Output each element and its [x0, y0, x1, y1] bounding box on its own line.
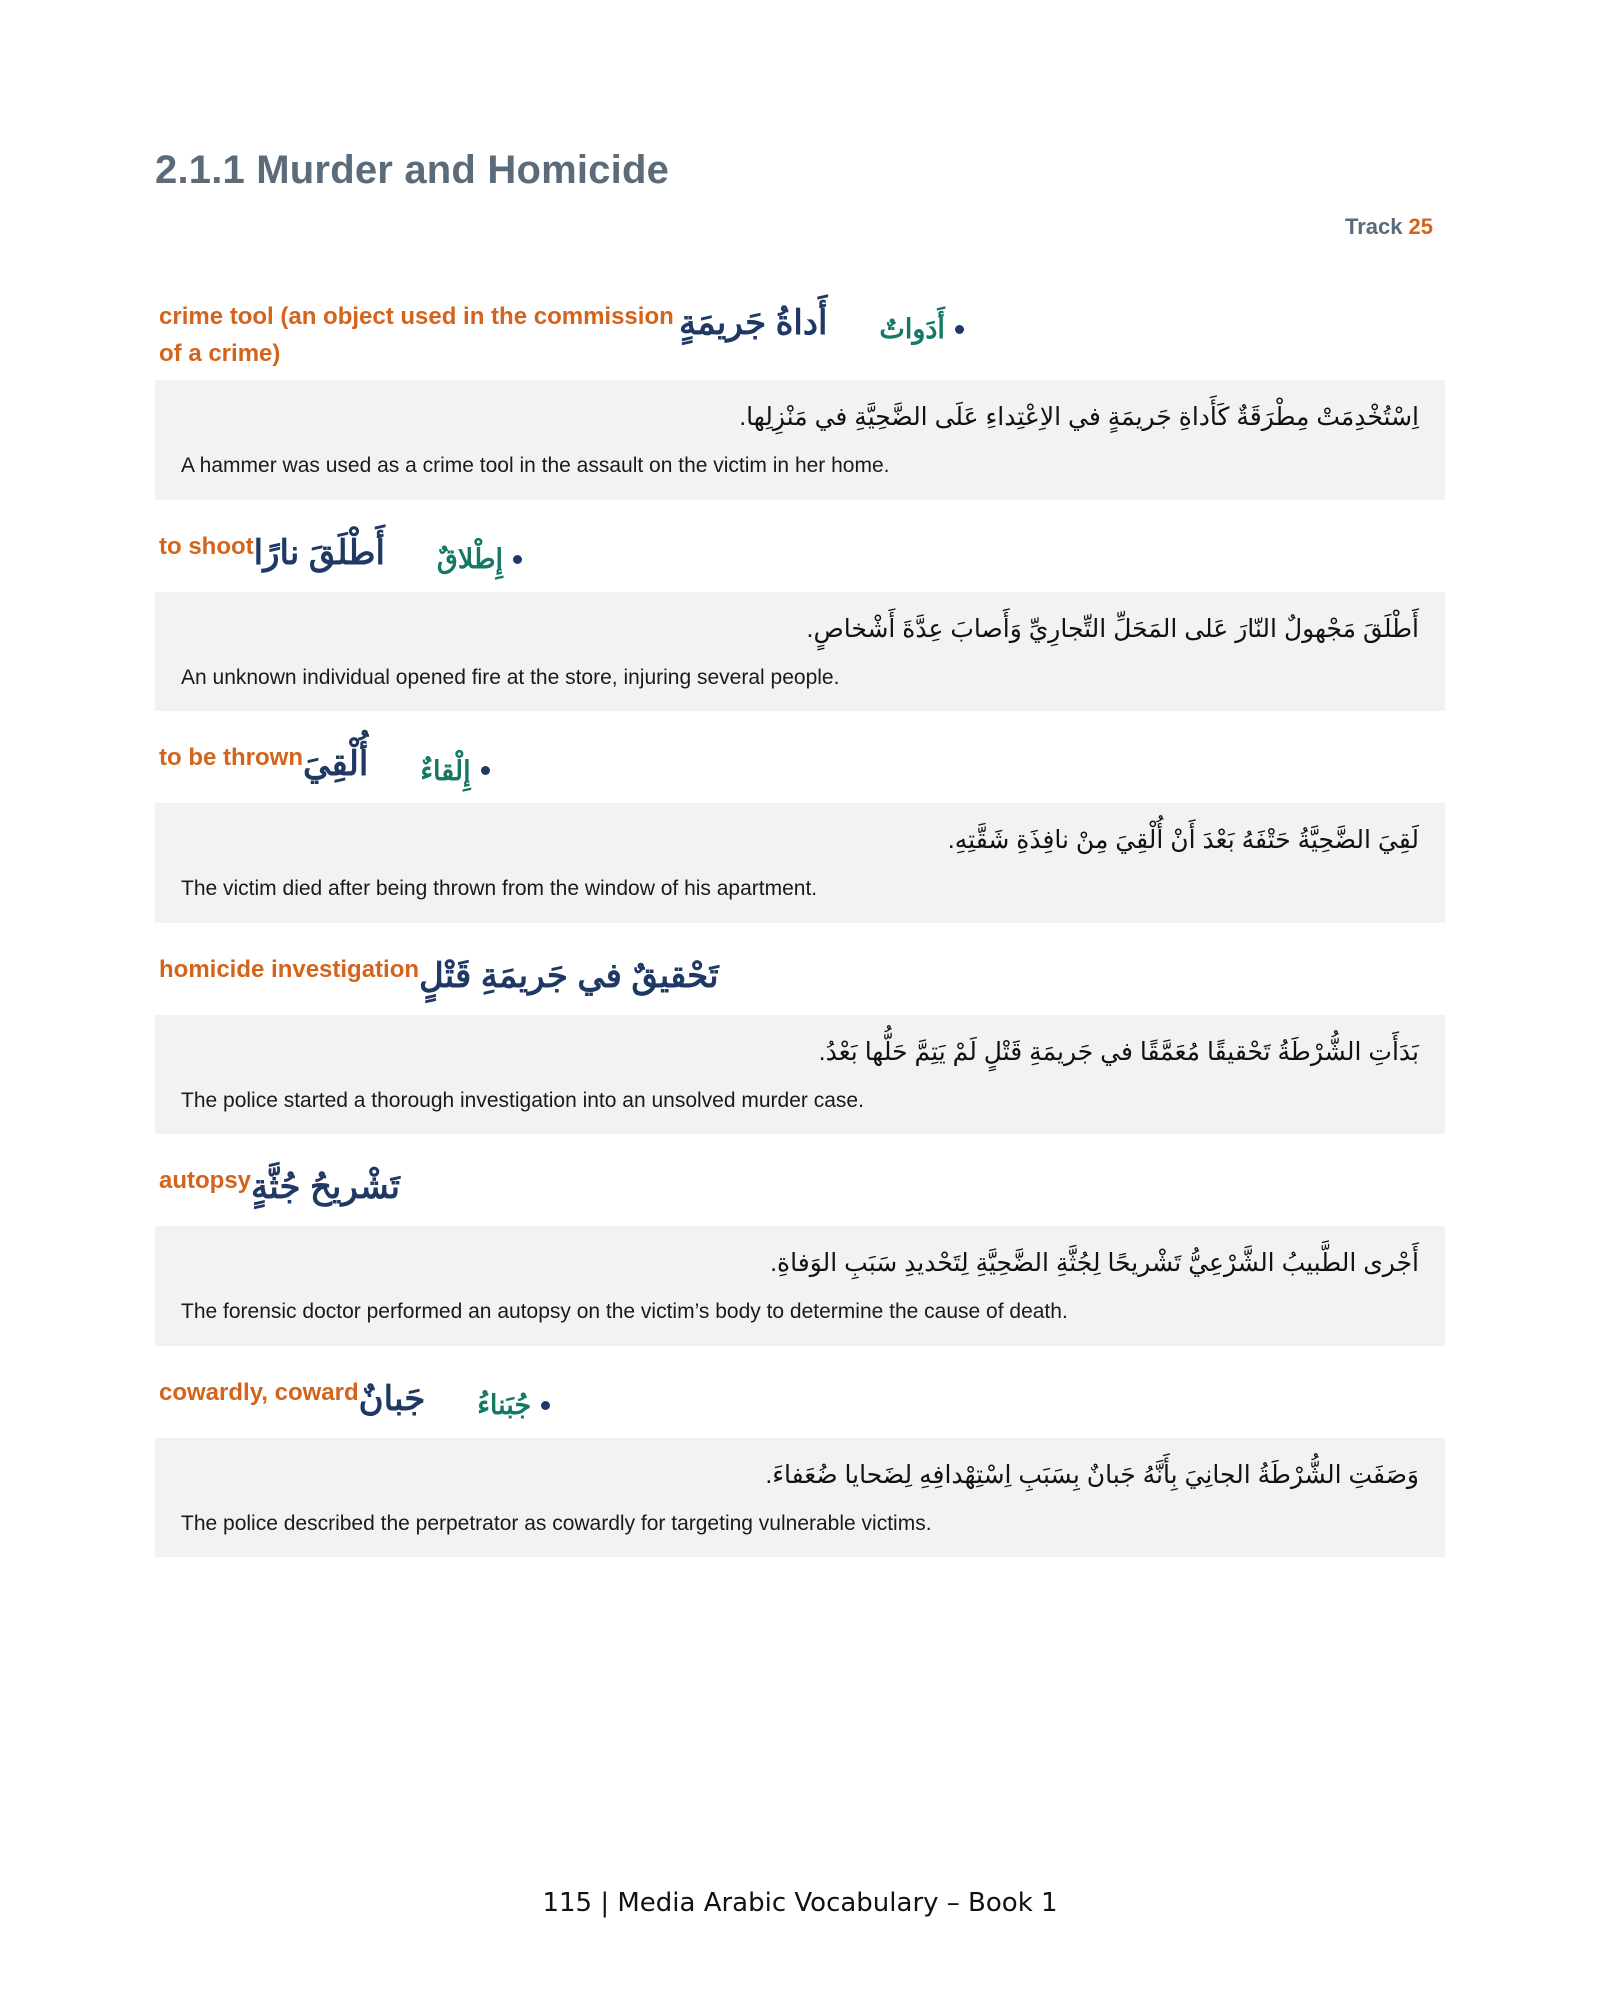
track-label: [155, 214, 1445, 240]
example-box: [155, 380, 1445, 499]
entry-header: [155, 1162, 1445, 1218]
english-example-sentence: An unknown individual opened fire at the store, injuring several people.: [181, 665, 840, 689]
arabic-header-group: [303, 739, 1439, 791]
english-term: homicide investigation: [159, 955, 420, 983]
english-example-sentence: The forensic doctor performed an autopsy on the victim’s body to determine the cause of death.: [181, 1300, 1068, 1324]
vocabulary-entry: [155, 1374, 1445, 1557]
example-box: [155, 803, 1445, 922]
english-example-sentence: The police started a thorough investigation into an unsolved murder case.: [181, 1088, 864, 1112]
arabic-plural: إِلْقاءٌ: [420, 755, 471, 786]
page-title: 2.1.1 Murder and Homicide: [155, 148, 670, 192]
english-example-sentence: A hammer was used as a crime tool in the assault on the victim in her home.: [181, 454, 890, 478]
bullet-icon: [513, 555, 522, 564]
vocabulary-entry: [155, 739, 1445, 922]
entry-header: [155, 739, 1445, 795]
bullet-icon: [481, 766, 490, 775]
english-example-sentence: The victim died after being thrown from the window of his apartment.: [181, 877, 818, 901]
english-term: cowardly, coward: [159, 1378, 359, 1406]
arabic-example-sentence: أَجْرى الطَّبيبُ الشَّرْعِيُّ تَشْريحًا لِجُثَّةِ الضَّحِيَّةِ لِتَحْديدِ سَبَبِ الوَفاةِ.: [770, 1249, 1419, 1278]
arabic-header-group: [419, 951, 1439, 1002]
arabic-header-group: [254, 528, 1439, 580]
arabic-term: أُلْقِيَ: [302, 745, 369, 784]
arabic-example-sentence: لَقِيَ الضَّحِيَّةُ حَتْفَهُ بَعْدَ أَنْ أُلْقِيَ مِنْ نافِذَةِ شَقَّتِهِ.: [947, 826, 1419, 855]
arabic-plural: جُبَناءُ: [477, 1389, 532, 1420]
arabic-plural: أَدَواتٌ: [879, 314, 945, 345]
english-term: crime tool (an object used in the commission of a crime): [159, 303, 674, 368]
example-box: [155, 1015, 1445, 1134]
arabic-example-sentence: أَطْلَقَ مَجْهولٌ النّارَ عَلى المَحَلِّ التِّجارِيِّ وَأَصابَ عِدَّةَ أَشْخاصٍ.: [806, 614, 1419, 643]
entry-header: [155, 1374, 1445, 1430]
arabic-example-sentence: بَدَأَتِ الشُّرْطَةُ تَحْقيقًا مُعَمَّقًا في جَريمَةِ قَتْلٍ لَمْ يَتِمَّ حَلُّها بَعْدُ.: [818, 1037, 1419, 1066]
example-box: [155, 1438, 1445, 1557]
vocabulary-entry: [155, 1162, 1445, 1345]
vocabulary-entry: [155, 951, 1445, 1134]
vocabulary-entry-list: [155, 298, 1445, 1557]
entry-header: [155, 298, 1445, 372]
example-box: [155, 1226, 1445, 1345]
example-box: [155, 592, 1445, 711]
arabic-term: تَشْريحُ جُثَّةٍ: [251, 1168, 400, 1207]
arabic-term: أَطْلَقَ نارًا: [253, 533, 385, 572]
arabic-plural-group: [437, 539, 524, 580]
english-term: to shoot: [159, 532, 254, 560]
track-text: Track: [1345, 214, 1403, 239]
english-term: autopsy: [159, 1167, 252, 1195]
arabic-plural-group: [879, 309, 965, 350]
entry-header: [155, 951, 1445, 1007]
english-example-sentence: The police described the perpetrator as cowardly for targeting vulnerable victims.: [181, 1511, 932, 1535]
arabic-plural-group: [420, 751, 491, 792]
arabic-plural: إِطْلاقٌ: [436, 544, 503, 575]
arabic-example-sentence: اِسْتُخْدِمَتْ مِطْرَقَةٌ كَأَداةِ جَريمَةٍ في الاِعْتِداءِ عَلَى الضَّحِيَّةِ في مَنْزِلِها.: [739, 403, 1419, 432]
bullet-icon: [541, 1401, 550, 1410]
arabic-term: أَداةُ جَريمَةٍ: [679, 304, 828, 342]
vocabulary-entry: [155, 298, 1445, 500]
english-term: to be thrown: [159, 744, 303, 772]
arabic-term: تَحْقيقٌ في جَريمَةِ قَتْلٍ: [419, 956, 719, 995]
page-footer: 115 | Media Arabic Vocabulary – Book 1: [542, 1888, 1058, 1918]
arabic-header-group: [679, 298, 1439, 350]
arabic-example-sentence: وَصَفَتِ الشُّرْطَةُ الجانِيَ بِأَنَّهُ جَبانٌ بِسَبَبِ اِسْتِهْدافِهِ لِضَحايا ضُعَفاءَ.: [765, 1460, 1419, 1489]
track-number: 25: [1408, 214, 1433, 239]
bullet-icon: [955, 325, 964, 334]
entry-header: [155, 528, 1445, 584]
arabic-plural-group: [477, 1385, 552, 1426]
arabic-header-group: [251, 1162, 1439, 1213]
vocabulary-entry: [155, 528, 1445, 711]
arabic-term: جَبانٌ: [358, 1379, 426, 1418]
arabic-header-group: [359, 1374, 1439, 1426]
